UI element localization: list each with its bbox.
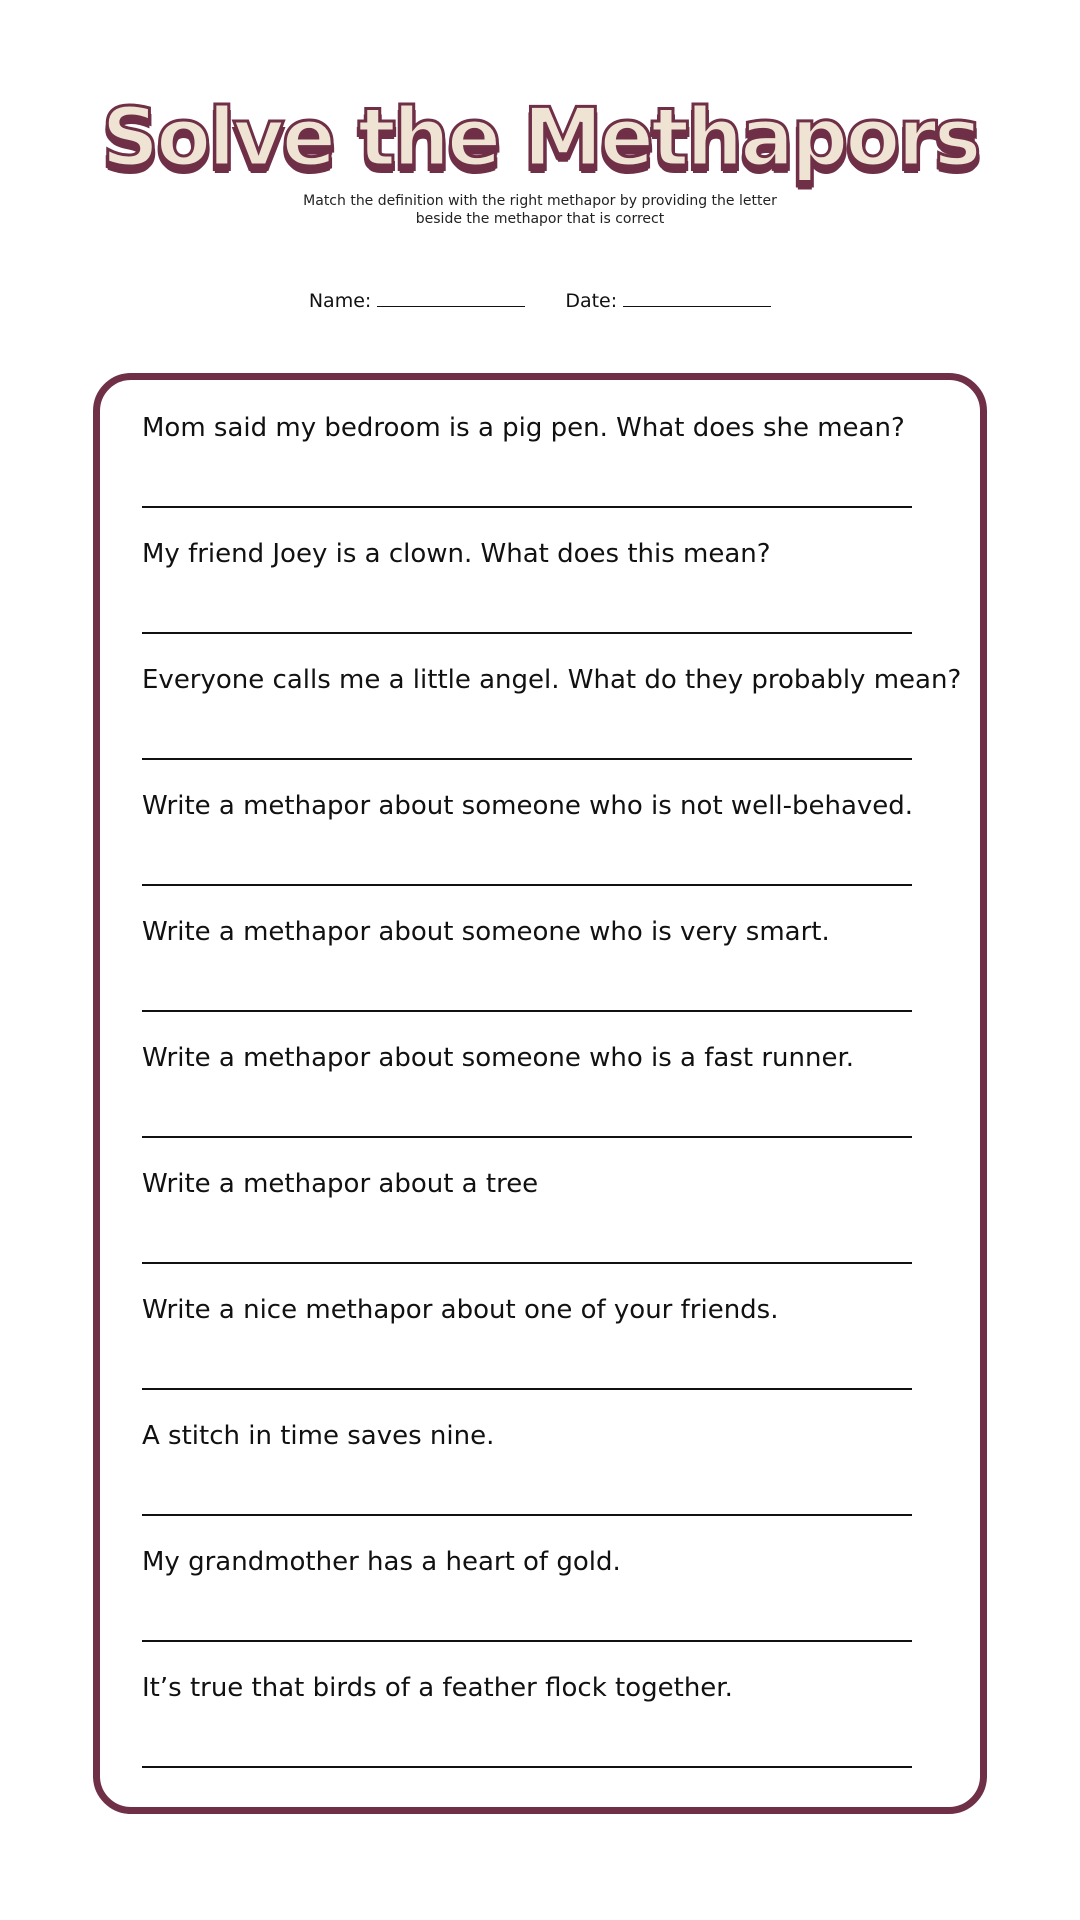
answer-line[interactable] [142,506,912,508]
date-field[interactable] [565,290,771,312]
date-blank-line[interactable] [623,305,771,307]
instructions-line-2: beside the methapor that is correct [415,211,665,227]
answer-line[interactable] [142,1640,912,1642]
question-item [142,1042,942,1168]
question-item [142,1420,942,1546]
answer-line[interactable] [142,1388,912,1390]
date-label: Date: [565,290,618,312]
name-date-row [0,290,1080,312]
answer-line[interactable] [142,632,912,634]
answer-line[interactable] [142,1262,912,1264]
question-item [142,790,942,916]
worksheet-title: Solve the Methapors [101,91,979,184]
worksheet-instructions [270,192,810,228]
question-text: A stitch in time saves nine. [142,1421,495,1451]
question-item [142,412,942,538]
answer-line[interactable] [142,758,912,760]
question-list [142,412,962,1798]
question-text: Write a methapor about someone who is not well-behaved. [142,791,914,821]
question-item [142,916,942,1042]
question-text: Write a methapor about someone who is a fast runner. [142,1043,855,1073]
question-item [142,538,942,664]
answer-line[interactable] [142,1766,912,1768]
answer-line[interactable] [142,1010,912,1012]
answer-line[interactable] [142,1514,912,1516]
answer-line[interactable] [142,1136,912,1138]
question-text: Write a methapor about someone who is very smart. [142,917,830,947]
question-text: My friend Joey is a clown. What does this mean? [142,539,771,569]
answer-line[interactable] [142,884,912,886]
question-text: Mom said my bedroom is a pig pen. What does she mean? [142,413,905,443]
question-item [142,664,962,790]
question-item [142,1672,942,1798]
question-text: Write a methapor about a tree [142,1169,539,1199]
question-text: Everyone calls me a little angel. What do they probably mean? [142,665,962,695]
question-text: It’s true that birds of a feather flock together. [142,1673,733,1703]
name-blank-line[interactable] [377,305,525,307]
question-text: Write a nice methapor about one of your friends. [142,1295,779,1325]
question-item [142,1168,942,1294]
name-label: Name: [308,290,372,312]
instructions-line-1: Match the definition with the right methapor by providing the letter [303,193,777,209]
name-field[interactable] [309,290,525,312]
question-item [142,1546,942,1672]
question-text: My grandmother has a heart of gold. [142,1547,621,1577]
question-item [142,1294,942,1420]
